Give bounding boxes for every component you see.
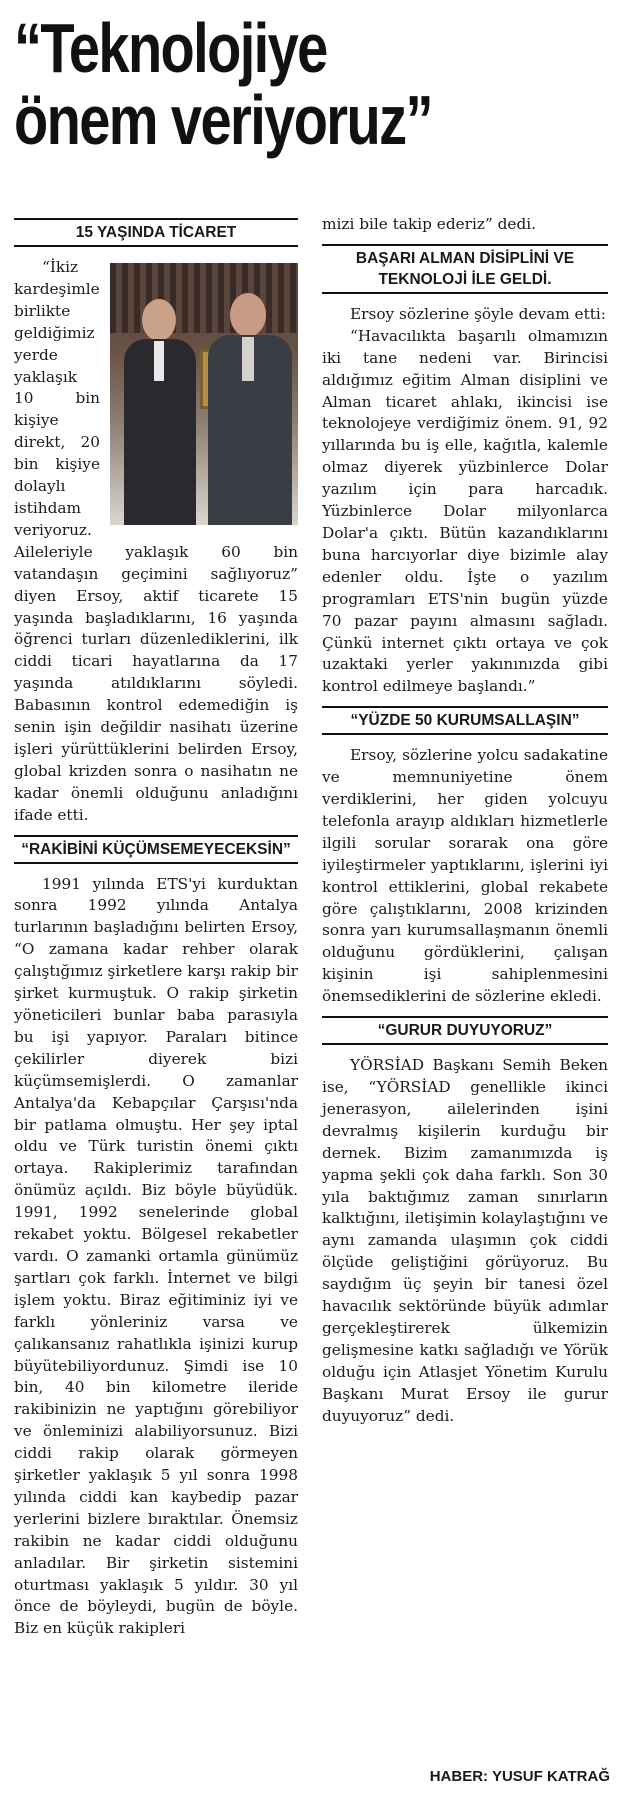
- paragraph-2: 1991 yılında ETS'yi kurduktan sonra 1992 yılında Antalya turlarının başladığını belirten Ersoy, “O zamana kadar rehber olarak çalıştığımız şirketlere karşı rakip bir şirket kurmuştuk. O rakip şirketin yöneticileri bunlar baba parasıyla bu işi yapıyor. Paraları bitince çekilirler diyerek bizi küçümsemişlerdi. O zamanlar Antalya'da Kebapçılar Çarşısı'nda bir patlama olmuştu. Her şey iptal oldu ve Türk turistin önemi çıktı ortaya. Rakiplerimiz tarafından önümüz açıldı. Biz böyle büyüdük. 1991, 1992 senelerinde global rekabet yoktu. Bölgesel rekabetler vardı. O zamanki ortamla günümüz şartları çok farklı. İnternet ve bilgi işlem yoktu. Biraz eğitiminiz iyi ve farklı yönleriniz varsa ve çalıkansanız rahatlıkla işinizi kurup büyütebiliyordunuz. Şimdi ise 10 bin, 40 bin kilometre ileride rakibinizin ne yaptığını görebiliyor ve önleminizi alabiliyorsunuz. Bizi ciddi rakip olarak görmeyen şirketler yaklaşık 5 yıl sonra 1998 yılında ciddi kan kaybedip pazar yerlerini bizlere bıraktılar. Önemsiz rakibin ne kadar ciddi olduğunu anladılar. Bir şirketin sistemini oturtması yaklaşık 5 yıldır. 30 yıl önce de böyleydi, bugün de böyle. Biz en küçük rakipleri: [14, 874, 298, 1638]
- headline-line-1: “Teknolojiye: [14, 9, 327, 87]
- byline: HABER: YUSUF KATRAĞ: [429, 1768, 610, 1785]
- headline: [14, 9, 494, 159]
- right-column: [322, 214, 608, 1428]
- paragraph-3-intro: Ersoy sözlerine şöyle devam etti:: [350, 304, 606, 323]
- section-title-kurumsal: “YÜZDE 50 KURUMSALLAŞIN”: [322, 706, 608, 735]
- section-title-basari: BAŞARI ALMAN DİSİPLİNİ VE TEKNOLOJİ İLE GELDİ.: [322, 244, 608, 294]
- headline-line-2: önem veriyoruz”: [14, 81, 432, 159]
- paragraph-4: Ersoy, sözlerine yolcu sadakatine ve memnuniyetine önem verdiklerini, her giden yolcuyu telefonla arayıp aldıkları hizmetlerle ilgili sorular sorarak ona göre iyileştirmeler yaptıklarını, işlerini iyi kontrol ettiklerini, global rekabete göre çalıştıklarını, 2008 krizinden sonra yarı kurumsallaşmanın önemli olduğunu gördüklerini, çalışan kişinin işi sahiplenmesini önemsediklerini de sözlerine ekledi.: [322, 746, 608, 1006]
- photo-person-right: [202, 293, 292, 525]
- paragraph-3: “Havacılıkta başarılı olmamızın iki tane nedeni var. Birincisi aldığımız eğitim Alman disiplini ve Alman ticaret ahlakı, ikincisi ise teknolojeye verdiğimiz önem. 91, 92 yıllarında bu iş elle, kağıtla, kalemle olmaz diyerek yüzbinlerce Dolar yazılım için para harcadık. Yüzbinlerce Dolar milyonlarca Dolar'a çıktı. Bütün kazandıklarını buna harcıyorlar diye bizimle alay edenler oldu. İşte o yazılım programları ETS'nin bugün yüzde 70 pazar payını almasını sağladı. Çünkü internet çıktı ortaya ve çok uzaktaki yerler yakınınızda gibi kontrol edilmeye başlandı.”: [322, 326, 608, 696]
- paragraph-continuation: mizi bile takip ederiz” dedi.: [322, 215, 537, 233]
- article-photo: [110, 263, 298, 525]
- left-column: [14, 218, 298, 1640]
- section-title-rakip: “RAKİBİNİ KÜÇÜMSEMEYECEKSİN”: [14, 835, 298, 864]
- paragraph-1: “İkiz kardeşimle birlikte geldiğimiz yerde yaklaşık 10 bin kişiye direkt, 20 bin kişiye dolaylı istihdam veriyoruz. Aileleriyle yaklaşık 60 bin vatandaşın geçimini sağlıyoruz” diyen Ersoy, aktif ticarete 15 yaşında başladıklarını, 16 yaşında öğrenci turları düzenlediklerini, ilk ciddi ticari hayatlarına da 17 yaşında atıldıklarını söyledi. Babasının kontrol edemediğin iş senin işin değildir nasihatı üzerine işleri yürüttüklerini belirden Ersoy, global krizden sonra o nasihatın ne kadar önemli olduğunu anladığını ifade etti.: [14, 258, 298, 824]
- section-title-gurur: “GURUR DUYUYORUZ”: [322, 1016, 608, 1045]
- section-title-ticaret: 15 YAŞINDA TİCARET: [14, 218, 298, 247]
- photo-person-left: [120, 299, 200, 525]
- paragraph-5: YÖRSİAD Başkanı Semih Beken ise, “YÖRSİAD genellikle ikinci jenerasyon, ailelerinden işini devralmış kişilerin kurduğu bir dernek. Bizim zamanımızda iş yapma şekli çok daha farklı. Son 30 yıla baktığımız zaman sınırların kalktığını, iletişimin kolaylaştığını ve aynı zamanda ulaşımın çok ciddi ölçüde geliştiğini görüyoruz. Bu saydığım üç şeyin bir tanesi özel havacılık sektöründe büyük adımlar gerçekleştirerek ülkemizin gelişmesine katkı sağladığı ve Yörük olduğu için Atlasjet Yönetim Kurulu Başkanı Murat Ersoy ile gurur duyuyoruz” dedi.: [322, 1056, 608, 1425]
